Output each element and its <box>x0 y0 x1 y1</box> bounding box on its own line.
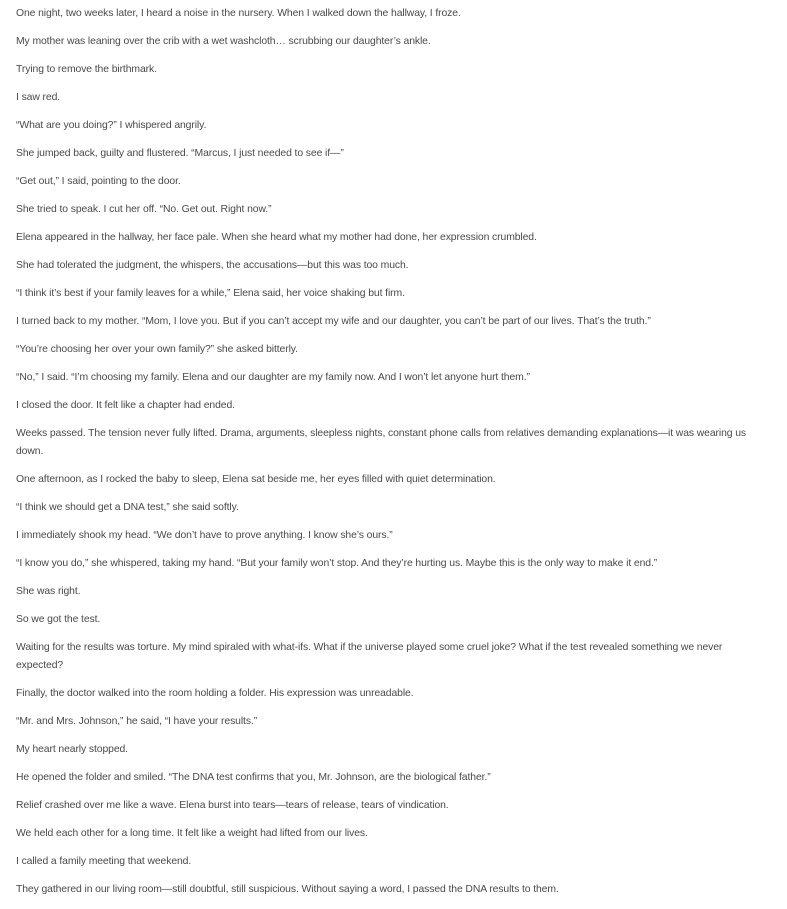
paragraph: “What are you doing?” I whispered angrily. <box>16 120 207 131</box>
paragraph: Trying to remove the birthmark. <box>16 64 157 75</box>
paragraph: One night, two weeks later, I heard a noise in the nursery. When I walked down the hallway, I froze. <box>16 8 461 19</box>
paragraph: I turned back to my mother. “Mom, I love you. But if you can’t accept my wife and our daughter, you can’t be part of our lives. That’s the truth.” <box>16 316 651 327</box>
paragraph: I called a family meeting that weekend. <box>16 856 192 867</box>
paragraph: I closed the door. It felt like a chapter had ended. <box>16 400 235 411</box>
paragraph: My heart nearly stopped. <box>16 744 128 755</box>
paragraph: Finally, the doctor walked into the room holding a folder. His expression was unreadable. <box>16 688 414 699</box>
paragraph: She was right. <box>16 586 81 597</box>
paragraph: She tried to speak. I cut her off. “No. Get out. Right now.” <box>16 204 272 215</box>
paragraph: “I know you do,” she whispered, taking my hand. “But your family won’t stop. And they’re hurting us. Maybe this is the only way to make it end.” <box>16 558 658 569</box>
paragraph: Relief crashed over me like a wave. Elena burst into tears—tears of release, tears of vindication. <box>16 800 449 811</box>
paragraph: She jumped back, guilty and flustered. “Marcus, I just needed to see if—” <box>16 148 344 159</box>
article-body <box>16 5 768 909</box>
paragraph: “No,” I said. “I’m choosing my family. Elena and our daughter are my family now. And I won’t let anyone hurt them.” <box>16 372 530 383</box>
paragraph: Elena appeared in the hallway, her face pale. When she heard what my mother had done, her expression crumbled. <box>16 232 537 243</box>
paragraph: He opened the folder and smiled. “The DNA test confirms that you, Mr. Johnson, are the biological father.” <box>16 772 491 783</box>
paragraph: I saw red. <box>16 92 61 103</box>
paragraph: I immediately shook my head. “We don’t have to prove anything. I know she’s ours.” <box>16 530 393 541</box>
paragraph: My mother was leaning over the crib with a wet washcloth… scrubbing our daughter’s ankle. <box>16 36 431 47</box>
paragraph: Weeks passed. The tension never fully lifted. Drama, arguments, sleepless nights, constant phone calls from relatives demanding explanations—it was wearing us down. <box>16 428 747 457</box>
paragraph: She had tolerated the judgment, the whispers, the accusations—but this was too much. <box>16 260 409 271</box>
paragraph: We held each other for a long time. It felt like a weight had lifted from our lives. <box>16 828 368 839</box>
paragraph: “I think it’s best if your family leaves for a while,” Elena said, her voice shaking but firm. <box>16 288 405 299</box>
paragraph: “Get out,” I said, pointing to the door. <box>16 176 181 187</box>
paragraph: “You’re choosing her over your own family?” she asked bitterly. <box>16 344 298 355</box>
paragraph: “Mr. and Mrs. Johnson,” he said, “I have your results.” <box>16 716 258 727</box>
paragraph: One afternoon, as I rocked the baby to sleep, Elena sat beside me, her eyes filled with quiet determination. <box>16 474 496 485</box>
paragraph: So we got the test. <box>16 614 101 625</box>
paragraph: “I think we should get a DNA test,” she said softly. <box>16 502 239 513</box>
paragraph: Waiting for the results was torture. My mind spiraled with what-ifs. What if the universe played some cruel joke? What if the test revealed something we never expected? <box>16 642 723 671</box>
paragraph: They gathered in our living room—still doubtful, still suspicious. Without saying a word, I passed the DNA results to them. <box>16 884 559 895</box>
